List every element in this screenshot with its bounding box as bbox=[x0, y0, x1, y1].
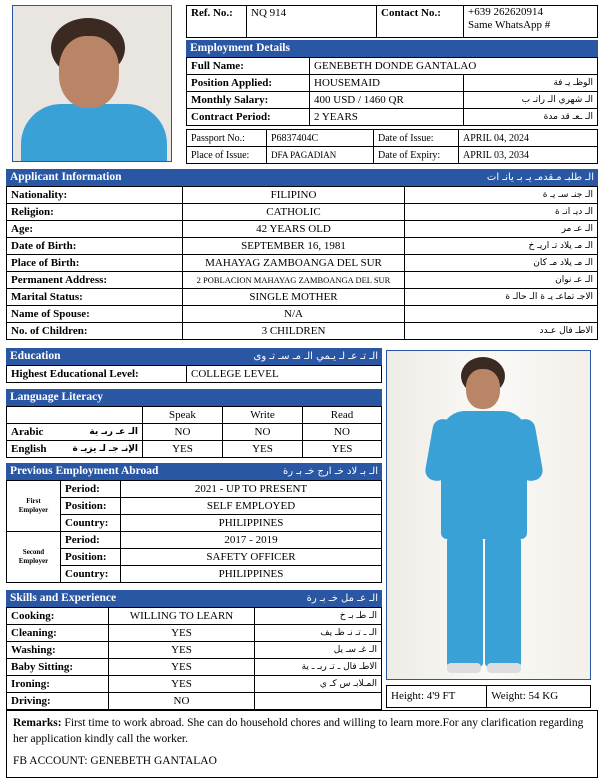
app-value: SINGLE MOTHER bbox=[183, 289, 405, 306]
emp-arabic: الـ شهري الـ راتـ ب bbox=[464, 92, 598, 109]
language-section bbox=[6, 389, 382, 458]
body-left-leg bbox=[447, 537, 483, 667]
skill-value: YES bbox=[109, 625, 255, 642]
body-right-leg bbox=[485, 537, 521, 667]
lang-speak: YES bbox=[143, 441, 223, 458]
app-label: Religion: bbox=[7, 204, 183, 221]
app-value: N/A bbox=[183, 306, 405, 323]
lang-label: English bbox=[11, 442, 47, 455]
applicant-title-ar: الـ طلبـ مـقدمـ يـ بـ يانـ ات bbox=[486, 172, 594, 183]
lang-header-speak: Speak bbox=[143, 407, 223, 424]
app-arabic: الـ عـ نوان bbox=[405, 272, 598, 289]
ref-label: Ref. No.: bbox=[187, 6, 247, 38]
full-body-photo bbox=[386, 350, 591, 680]
emp-label: Contract Period: bbox=[187, 109, 310, 126]
language-header bbox=[6, 389, 382, 406]
body-face bbox=[466, 369, 500, 409]
contact-value: +639 262620914 bbox=[468, 6, 543, 18]
remarks-text-line bbox=[13, 715, 591, 747]
emp-period-label: Period: bbox=[61, 481, 121, 498]
portrait-face bbox=[59, 36, 119, 108]
app-arabic: الـ مـ يلاد مـ كان bbox=[405, 255, 598, 272]
app-arabic bbox=[405, 306, 598, 323]
education-label: Highest Educational Level: bbox=[7, 366, 187, 383]
app-label: Age: bbox=[7, 221, 183, 238]
expiry-value: APRIL 03, 2034 bbox=[459, 147, 598, 164]
app-label: Place of Birth: bbox=[7, 255, 183, 272]
previous-employment-section bbox=[6, 463, 382, 583]
skill-value: NO bbox=[109, 693, 255, 710]
app-label: Nationality: bbox=[7, 187, 183, 204]
app-value: CATHOLIC bbox=[183, 204, 405, 221]
previous-header bbox=[6, 463, 382, 480]
skills-header bbox=[6, 590, 382, 607]
lang-write: NO bbox=[223, 424, 303, 441]
language-title: Language Literacy bbox=[10, 391, 103, 403]
education-title-ar: الـ تـ عـ لـ يـمي الـ مـ سـ تـ وى bbox=[253, 351, 378, 362]
ref-value: NQ 914 bbox=[247, 6, 377, 38]
skill-label: Washing: bbox=[7, 642, 109, 659]
measurements-box bbox=[386, 685, 591, 708]
skill-value: YES bbox=[109, 676, 255, 693]
education-value: COLLEGE LEVEL bbox=[187, 366, 382, 383]
applicant-header bbox=[6, 169, 598, 186]
body-right-shoe bbox=[487, 663, 521, 673]
app-arabic: الـ عـ مر bbox=[405, 221, 598, 238]
skill-label: Ironing: bbox=[7, 676, 109, 693]
contact-label: Contact No.: bbox=[377, 6, 464, 38]
skill-label: Driving: bbox=[7, 693, 109, 710]
issue-date-label: Date of Issue: bbox=[374, 130, 459, 147]
emp-arabic: الـ ـعـ قد مدة bbox=[464, 109, 598, 126]
remarks-label: Remarks: bbox=[13, 717, 62, 729]
emp-value: 2 YEARS bbox=[310, 109, 464, 126]
remarks-text: First time to work abroad. She can do household chores and willing to learn more.For any clarification regarding her application kindly call the worker. bbox=[13, 717, 584, 745]
skill-value: YES bbox=[109, 642, 255, 659]
emp-position: SELF EMPLOYED bbox=[121, 498, 382, 515]
emp-country: PHILIPPINES bbox=[121, 566, 382, 583]
lang-speak: NO bbox=[143, 424, 223, 441]
skill-label: Baby Sitting: bbox=[7, 659, 109, 676]
emp-value: 400 USD / 1460 QR bbox=[310, 92, 464, 109]
contact-cell bbox=[464, 6, 598, 38]
education-header bbox=[6, 348, 382, 365]
app-label: Marital Status: bbox=[7, 289, 183, 306]
lang-header-read: Read bbox=[303, 407, 382, 424]
skill-arabic: الاطـ فال ـ تـ ربـ ـ ية bbox=[255, 659, 382, 676]
issue-date-value: APRIL 04, 2024 bbox=[459, 130, 598, 147]
skill-arabic bbox=[255, 693, 382, 710]
passport-value: P6837404C bbox=[267, 130, 374, 147]
emp-arabic: الوظـ يـ فة bbox=[464, 75, 598, 92]
emp-position-label: Position: bbox=[61, 549, 121, 566]
app-label: No. of Children: bbox=[7, 323, 183, 340]
fb-account: FB ACCOUNT: GENEBETH GANTALAO bbox=[13, 755, 217, 767]
app-value: SEPTEMBER 16, 1981 bbox=[183, 238, 405, 255]
app-value: MAHAYAG ZAMBOANGA DEL SUR bbox=[183, 255, 405, 272]
emp-position-label: Position: bbox=[61, 498, 121, 515]
lang-row-english bbox=[7, 441, 143, 458]
skill-value: WILLING TO LEARN bbox=[109, 608, 255, 625]
app-arabic: الـ مـ يلاد تـ اريـ خ bbox=[405, 238, 598, 255]
skill-arabic: الـ ـ تـ نـ ظـ يف bbox=[255, 625, 382, 642]
lang-row-arabic bbox=[7, 424, 143, 441]
lang-label-ar: الـ عـ ربـ ية bbox=[89, 426, 138, 437]
app-value: FILIPINO bbox=[183, 187, 405, 204]
app-value: 3 CHILDREN bbox=[183, 323, 405, 340]
applicant-title: Applicant Information bbox=[10, 171, 122, 183]
app-label: Date of Birth: bbox=[7, 238, 183, 255]
education-title: Education bbox=[10, 350, 61, 362]
lang-read: NO bbox=[303, 424, 382, 441]
lang-label-ar: الإنـ جـ لـ يزيـ ة bbox=[72, 443, 138, 454]
employment-title: Employment Details bbox=[190, 42, 290, 54]
emp-position: SAFETY OFFICER bbox=[121, 549, 382, 566]
lang-header-write: Write bbox=[223, 407, 303, 424]
portrait-scrubs bbox=[21, 104, 167, 162]
app-arabic: الـ ديـ انـ ة bbox=[405, 204, 598, 221]
previous-title-ar: الـ بـ لاد خـ ارج خـ بـ رة bbox=[283, 466, 378, 477]
skills-section bbox=[6, 590, 382, 710]
emp-country-label: Country: bbox=[61, 566, 121, 583]
skills-title: Skills and Experience bbox=[10, 592, 117, 604]
app-label: Permanent Address: bbox=[7, 272, 183, 289]
ref-contact-box bbox=[186, 5, 598, 38]
app-value: 2 POBLACION MAHAYAG ZAMBOANGA DEL SUR bbox=[183, 272, 405, 289]
applicant-section bbox=[6, 169, 598, 340]
emp-period: 2017 - 2019 bbox=[121, 532, 382, 549]
skill-arabic: الـ طـ بـ خ bbox=[255, 608, 382, 625]
place-issue-value: DFA PAGADIAN bbox=[267, 147, 374, 164]
employment-header bbox=[186, 40, 598, 57]
skills-title-ar: الـ عـ مل خـ بـ رة bbox=[306, 593, 378, 604]
employment-section bbox=[186, 40, 598, 164]
height-value: Height: 4'9 FT bbox=[387, 686, 487, 708]
first-employer-label: First Employer bbox=[7, 481, 61, 532]
contact-note: Same WhatsApp # bbox=[468, 19, 551, 31]
emp-country: PHILIPPINES bbox=[121, 515, 382, 532]
app-arabic: الاجـ تماعـ يـ ة الـ حالـ ة bbox=[405, 289, 598, 306]
emp-country-label: Country: bbox=[61, 515, 121, 532]
previous-title: Previous Employment Abroad bbox=[10, 465, 159, 477]
emp-label: Monthly Salary: bbox=[187, 92, 310, 109]
emp-value: GENEBETH DONDE GANTALAO bbox=[310, 58, 598, 75]
remarks-box bbox=[6, 710, 598, 778]
emp-value: HOUSEMAID bbox=[310, 75, 464, 92]
emp-period-label: Period: bbox=[61, 532, 121, 549]
weight-value: Weight: 54 KG bbox=[487, 686, 591, 708]
lang-write: YES bbox=[223, 441, 303, 458]
app-label: Name of Spouse: bbox=[7, 306, 183, 323]
app-arabic: الـ جنـ سـ يـ ة bbox=[405, 187, 598, 204]
skill-value: YES bbox=[109, 659, 255, 676]
emp-label: Full Name: bbox=[187, 58, 310, 75]
lang-read: YES bbox=[303, 441, 382, 458]
body-left-shoe bbox=[447, 663, 481, 673]
skill-label: Cleaning: bbox=[7, 625, 109, 642]
app-value: 42 YEARS OLD bbox=[183, 221, 405, 238]
skill-arabic: الـ غـ سـ يل bbox=[255, 642, 382, 659]
passport-label: Passport No.: bbox=[187, 130, 267, 147]
place-issue-label: Place of Issue: bbox=[187, 147, 267, 164]
app-arabic: الاطـ فال عـدد bbox=[405, 323, 598, 340]
expiry-label: Date of Expiry: bbox=[374, 147, 459, 164]
education-section bbox=[6, 348, 382, 383]
skill-arabic: المـلابـ س كـ ي bbox=[255, 676, 382, 693]
emp-period: 2021 - UP TO PRESENT bbox=[121, 481, 382, 498]
lang-label: Arabic bbox=[11, 425, 44, 438]
portrait-photo bbox=[12, 5, 172, 162]
emp-label: Position Applied: bbox=[187, 75, 310, 92]
second-employer-label: Second Employer bbox=[7, 532, 61, 583]
skill-label: Cooking: bbox=[7, 608, 109, 625]
